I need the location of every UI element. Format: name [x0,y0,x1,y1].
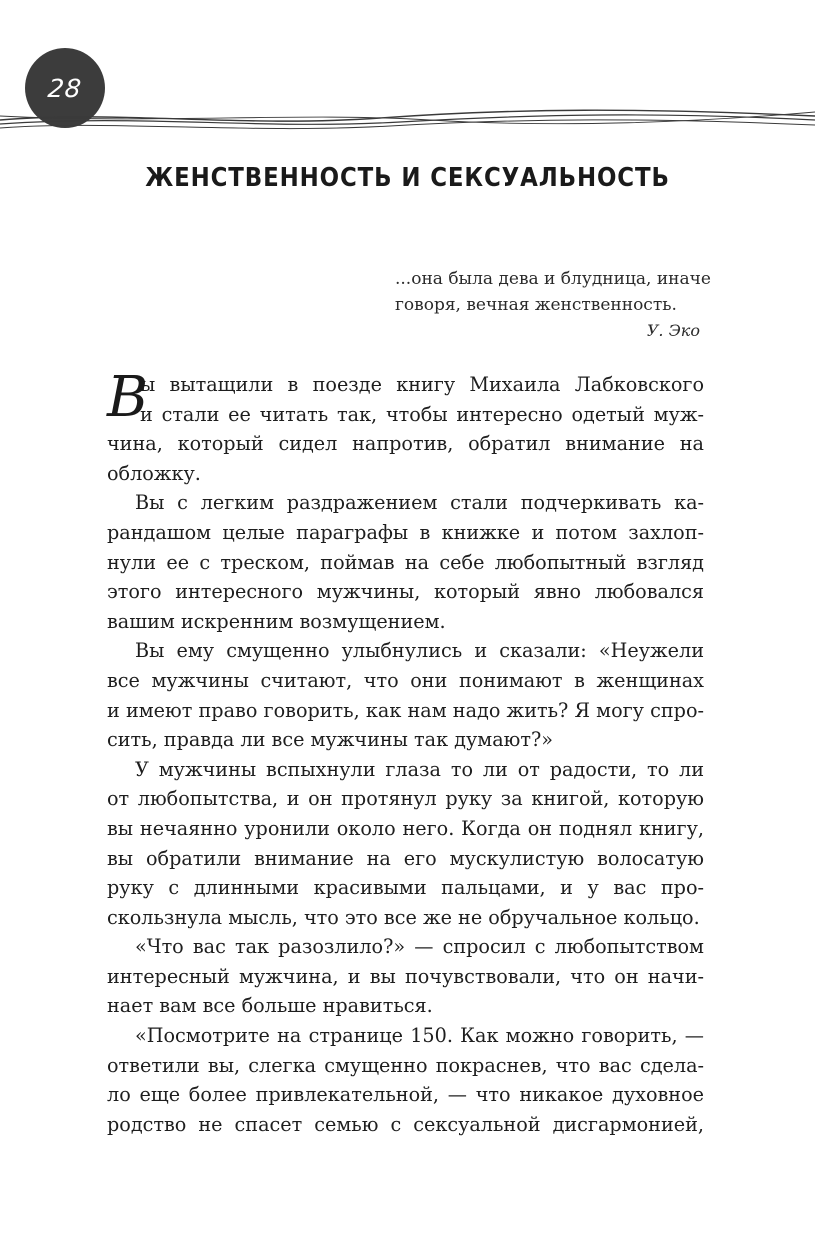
text-line: сить, правда ли все мужчины так думают?» [107,728,553,752]
text-line: нули ее с треском, поймав на себе любопытный взгляд [107,550,704,574]
text-line: ответили вы, слегка смущенно покраснев, что вас сдела- [107,1053,704,1077]
text-line: У мужчины вспыхнули глаза то ли от радости, то ли [135,757,704,781]
text-line: родство не спасет семью с сексуальной дисгармонией, [107,1112,704,1136]
text-line: ы вытащили в поезде книгу Михаила Лабковского [140,373,704,396]
chapter-title: ЖЕНСТВЕННОСТЬ И СЕКСУАЛЬНОСТЬ [145,163,670,193]
text-line: и имеют право говорить, как нам надо жить? Я могу спро- [107,698,704,722]
body-text [107,365,704,1139]
text-line: ло еще более привлекательной, — что никакое духовное [107,1083,704,1107]
text-line: «Посмотрите на странице 150. Как можно говорить, — [135,1024,704,1048]
text-line: нает вам все больше нравиться. [107,994,433,1018]
text-line: руку с длинными красивыми пальцами, и у вас про- [107,876,704,900]
text-line: этого интересного мужчины, который явно любовался [107,580,704,604]
text-line: Вы с легким раздражением стали подчеркивать ка- [135,491,704,515]
text-line: вы обратили внимание на его мускулистую волосатую [107,846,704,870]
epigraph-line: ...она была дева и блудница, иначе [395,269,711,289]
epigraph-author: У. Эко [646,321,700,340]
text-line: от любопытства, и он протянул руку за книгой, которую [107,787,704,811]
text-line: все мужчины считают, что они понимают в женщинах [107,668,704,692]
drop-cap: В [107,365,149,430]
text-line: скользнула мысль, что это все же не обручальное кольцо. [107,905,700,929]
epigraph-line: говоря, вечная женственность. [395,295,677,315]
text-line: «Что вас так разозлило?» — спросил с любопытством [135,935,704,959]
decorative-wave-lines [0,98,815,138]
text-line: чина, который сидел напротив, обратил внимание на [107,432,704,456]
text-line: интересный мужчина, и вы почувствовали, что он начи- [107,964,704,988]
text-line: рандашом целые параграфы в книжке и потом захлоп- [107,520,704,544]
epigraph [395,266,711,344]
text-line: вашим искренним возмущением. [107,609,446,633]
text-line: вы нечаянно уронили около него. Когда он поднял книгу, [107,816,704,840]
text-line: и стали ее читать так, чтобы интересно одетый муж- [140,402,704,426]
page-number: 28 [46,73,84,103]
text-line: Вы ему смущенно улыбнулись и сказали: «Неужели [135,639,704,663]
text-line: обложку. [107,461,201,485]
